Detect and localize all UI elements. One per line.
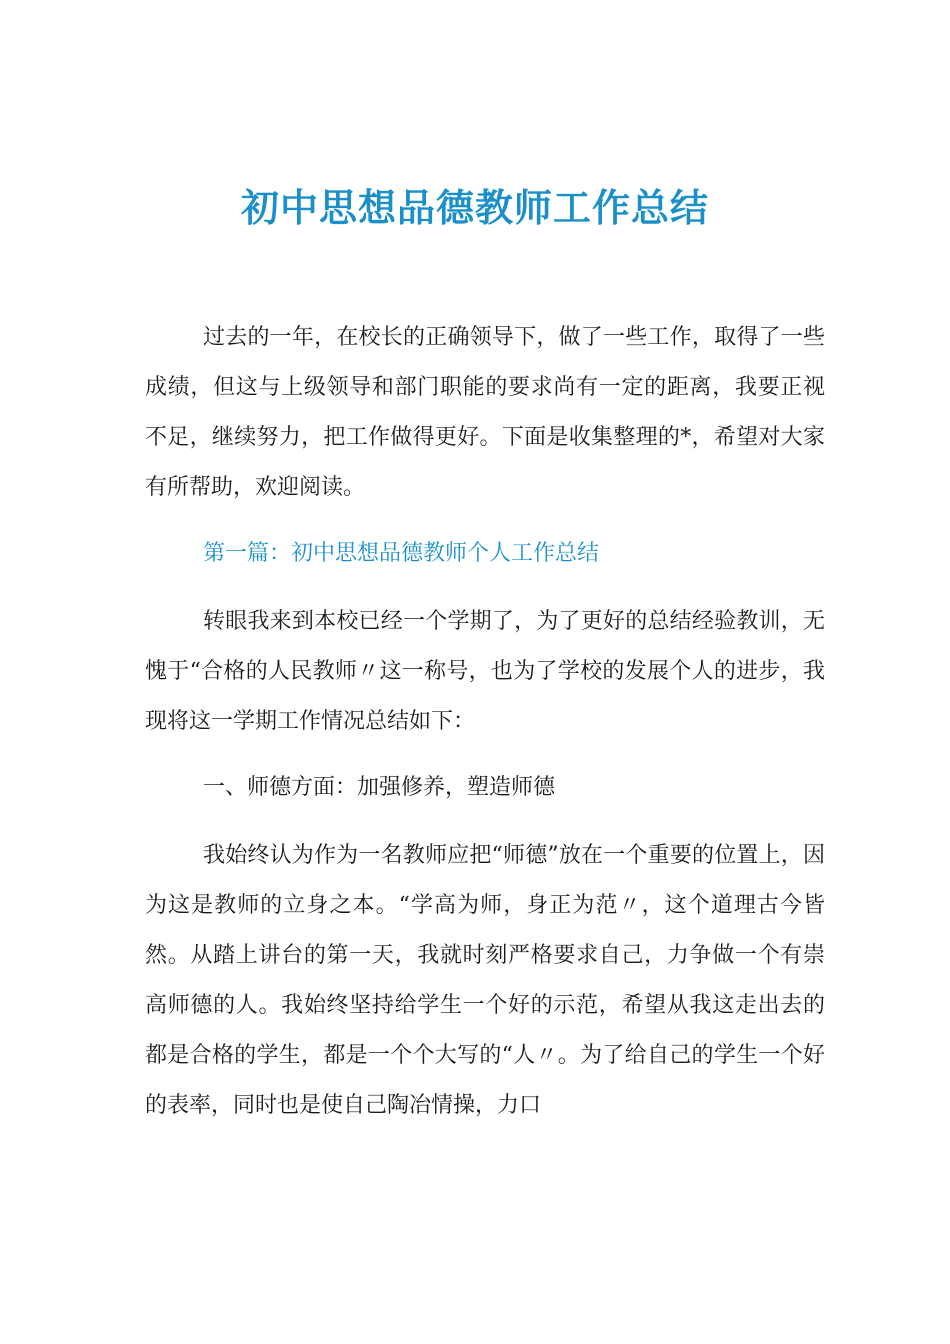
body-paragraph-1: 转眼我来到本校已经一个学期了，为了更好的总结经验教训，无愧于“合格的人民教师〃这一称号，也为了学校的发展个人的进步，我现将这一学期工作情况总结如下：	[145, 609, 825, 734]
document-title: 初中思想品德教师工作总结	[240, 186, 709, 230]
subheading-teacher-ethics: 一、师德方面：加强修养，塑造师德	[203, 775, 556, 800]
body-paragraph-2: 我始终认为作为一名教师应把“师德”放在一个重要的位置上，因为这是教师的立身之本。“学高为师，身正为范〃，这个道理古今皆然。从踏上讲台的第一天，我就时刻严格要求自己，力争做一个有崇高师德的人。我始终坚持给学生一个好的示范，希望从我这走出去的都是合格的学生，都是一个个大写的“人〃。为了给自己的学生一个好的表率，同时也是使自己陶冶情操，力口	[145, 843, 825, 1118]
section-heading: 第一篇：初中思想品德教师个人工作总结	[203, 541, 600, 566]
intro-paragraph: 过去的一年，在校长的正确领导下，做了一些工作，取得了一些成绩，但这与上级领导和部门职能的要求尚有一定的距离，我要正视不足，继续努力，把工作做得更好。下面是收集整理的*，希望对大家有所帮助，欢迎阅读。	[145, 325, 825, 500]
